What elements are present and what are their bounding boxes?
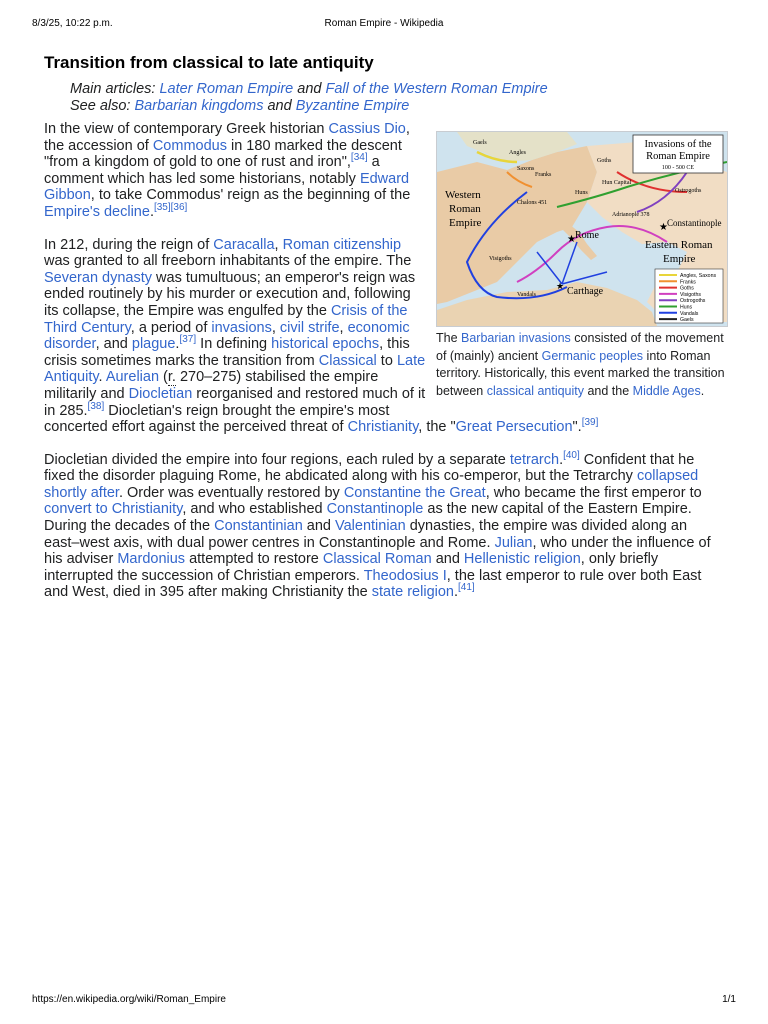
- section-heading: Transition from classical to late antiquity: [44, 53, 374, 72]
- link-cassius-dio[interactable]: Cassius Dio: [328, 121, 406, 137]
- caption-text: .: [700, 383, 705, 398]
- legend-label: Gaels: [680, 317, 694, 324]
- text: , to take Commodus' reign as the beginning of the: [90, 187, 411, 204]
- text: ".: [572, 419, 582, 436]
- ref-38[interactable]: [38]: [87, 400, 105, 412]
- map-label-adrianople: Adrianople 378: [612, 212, 650, 218]
- ref-40[interactable]: [40]: [563, 449, 580, 461]
- text: In the view of contemporary Greek historian: [44, 121, 329, 137]
- link-julian[interactable]: Julian: [494, 534, 533, 551]
- text: , who became the first emperor to: [485, 484, 702, 501]
- link-hellenistic-religion[interactable]: Hellenistic religion: [463, 551, 581, 568]
- text: and: [302, 518, 336, 535]
- link-barbarian-kingdoms[interactable]: Barbarian kingdoms: [134, 98, 264, 114]
- map-label-chalons: Chalons 451: [517, 200, 548, 206]
- text: and: [431, 551, 464, 568]
- text: ,: [339, 319, 348, 336]
- reign-abbr: r.: [167, 369, 176, 386]
- legend-label: Vandals: [680, 310, 699, 317]
- link-theodosius-i[interactable]: Theodosius I: [363, 567, 447, 584]
- text: , the ": [418, 419, 456, 436]
- caption-text: The: [436, 331, 462, 345]
- article-content: [44, 121, 723, 617]
- map-label-saxons: Saxons: [517, 166, 535, 172]
- link-edward-gibbon[interactable]: Edward Gibbon: [44, 170, 410, 204]
- text: as the new capital of the Eastern Empire. During the decades of the: [44, 501, 692, 535]
- hatnote-main: [70, 81, 548, 98]
- link-plague[interactable]: plague: [131, 336, 176, 353]
- print-page-title: Roman Empire - Wikipedia: [324, 18, 444, 29]
- text: (: [159, 369, 168, 386]
- link-constantinian[interactable]: Constantinian: [214, 518, 303, 535]
- link-middle-ages[interactable]: Middle Ages: [632, 383, 701, 398]
- map-label-rome: Rome: [575, 230, 599, 241]
- link-constantinople[interactable]: Constantinople: [326, 501, 424, 518]
- ref-35-36[interactable]: [35][36]: [153, 202, 188, 214]
- text: 270–275) stabilised the empire militarily and: [44, 369, 379, 402]
- link-mardonius[interactable]: Mardonius: [117, 551, 186, 568]
- text: ,: [274, 236, 283, 253]
- link-historical-epochs[interactable]: historical epochs: [271, 336, 380, 353]
- text: Diocletian divided the empire into four regions, each ruled by a separate: [44, 451, 510, 468]
- text: dynasties, the empire was divided along an east–west axis, with dual power centres in Constantinople and Rome.: [44, 518, 688, 551]
- text: , only briefly interrupted the succession of Christian emperors.: [44, 551, 659, 584]
- legend-label: Ostrogoths: [680, 298, 706, 305]
- invasions-map-svg: [437, 132, 727, 326]
- text: .: [98, 369, 106, 386]
- text: .: [453, 584, 459, 601]
- text: to: [376, 352, 397, 369]
- link-classical-antiquity[interactable]: classical antiquity: [486, 383, 584, 398]
- link-diocletian[interactable]: Diocletian: [128, 385, 193, 402]
- link-valentinian[interactable]: Valentinian: [335, 518, 406, 535]
- map-label-constantinople: Constantinople: [667, 218, 722, 228]
- link-commodus[interactable]: Commodus: [152, 137, 227, 154]
- link-barbarian-invasions[interactable]: Barbarian invasions: [461, 331, 571, 345]
- link-roman-citizenship[interactable]: Roman citizenship: [282, 236, 402, 253]
- text: , a period of: [130, 319, 212, 336]
- ref-34[interactable]: [34]: [350, 152, 368, 164]
- print-header: [32, 18, 736, 29]
- link-great-persecution[interactable]: Great Persecution: [455, 419, 573, 436]
- link-germanic-peoples[interactable]: Germanic peoples: [541, 348, 644, 363]
- caption-text: consisted of the movement of (mainly) ancient: [436, 331, 724, 363]
- text: attempted to restore: [185, 551, 323, 568]
- link-classical[interactable]: Classical: [318, 352, 377, 369]
- map-title-line2: Roman Empire: [646, 151, 710, 162]
- legend-label: Franks: [680, 279, 696, 286]
- link-invasions[interactable]: invasions: [211, 319, 272, 336]
- text: was tumultuous; an emperor's reign was ended routinely by his murder or execution and, following its collapse, the Empire was engulfed by the: [44, 269, 416, 319]
- text: , who under the influence of his adviser: [44, 534, 711, 568]
- text: Diocletian's reign brought the empire's most concerted effort against the perceived threat of: [44, 402, 390, 436]
- map-label-goths: Goths: [597, 158, 612, 164]
- link-state-religion[interactable]: state religion: [371, 584, 454, 601]
- link-christianity[interactable]: Christianity: [347, 419, 419, 436]
- map-label-eastern: Eastern Roman: [645, 239, 713, 251]
- map-figure: [436, 131, 728, 400]
- map-star-constantinople: ★: [659, 222, 668, 233]
- map-label-vandals: Vandals: [517, 292, 536, 298]
- link-caracalla[interactable]: Caracalla: [213, 236, 275, 253]
- map-label-franks: Franks: [535, 172, 552, 178]
- link-constantine-the-great[interactable]: Constantine the Great: [343, 484, 486, 501]
- text: .: [175, 336, 180, 353]
- map-label-huns: Huns: [575, 190, 588, 196]
- map-label-empire-w: Empire: [449, 217, 482, 229]
- text: , the accession of: [44, 121, 410, 154]
- text: .: [149, 203, 154, 220]
- map-label-western: Western: [445, 189, 481, 201]
- legend-label: Goths: [680, 285, 694, 292]
- text: Confident that he fixed the disorder plaguing Rome, he abdicated along with his co-emperor, but the Tetrarchy: [44, 451, 695, 485]
- print-datetime: 8/3/25, 10:22 p.m.: [32, 18, 113, 29]
- link-byzantine-empire[interactable]: Byzantine Empire: [295, 98, 410, 114]
- map-label-ostrogoths: Ostrogoths: [675, 188, 702, 194]
- map-label-gaels: Gaels: [473, 140, 487, 146]
- hatnote-and: and: [263, 98, 296, 114]
- legend-label: Angles, Saxons: [680, 273, 717, 279]
- link-fall-western-roman-empire[interactable]: Fall of the Western Roman Empire: [325, 81, 548, 97]
- text: , and: [95, 336, 132, 353]
- hatnote-see-prefix: See also:: [70, 98, 135, 114]
- paragraph-3: [44, 449, 723, 601]
- hatnote-and: and: [293, 81, 326, 97]
- invasions-map[interactable]: [436, 131, 728, 327]
- map-label-hun-capital: Hun Capital: [602, 180, 632, 186]
- text: ,: [271, 319, 280, 336]
- hatnote: [70, 81, 548, 115]
- link-empires-decline[interactable]: Empire's decline: [44, 203, 150, 220]
- text: , this crisis sometimes marks the transition from: [44, 336, 410, 369]
- map-label-roman-w: Roman: [449, 203, 481, 215]
- link-severan-dynasty[interactable]: Severan dynasty: [44, 269, 153, 286]
- map-star-rome: ★: [567, 234, 576, 245]
- print-footer: [32, 994, 736, 1005]
- legend-label: Visigoths: [680, 291, 701, 298]
- link-aurelian[interactable]: Aurelian: [105, 369, 160, 386]
- print-url: https://en.wikipedia.org/wiki/Roman_Empire: [32, 994, 226, 1005]
- text: In 212, during the reign of: [44, 236, 214, 253]
- link-classical-roman[interactable]: Classical Roman: [322, 551, 432, 568]
- legend-label: Huns: [680, 304, 693, 311]
- text: a comment which has led some historians, notably: [44, 154, 380, 187]
- link-tetrarch[interactable]: tetrarch: [509, 451, 560, 468]
- caption-text: and the: [584, 383, 633, 398]
- hatnote-main-prefix: Main articles:: [70, 81, 160, 97]
- link-economic-disorder[interactable]: economic disorder: [44, 319, 410, 353]
- map-label-empire-e: Empire: [663, 253, 696, 265]
- route-vandals-sea: [537, 242, 607, 284]
- print-page-number: 1/1: [722, 994, 736, 1005]
- ref-41[interactable]: [41]: [458, 582, 475, 594]
- text: .: [559, 451, 564, 468]
- map-star-carthage: ★: [556, 281, 565, 291]
- ref-37[interactable]: [37]: [179, 334, 197, 346]
- caption-text: into Roman territory. Historically, this event marked the transition between: [436, 348, 725, 398]
- map-label-visigoths: Visigoths: [489, 256, 512, 262]
- map-title-line3: 100 - 500 CE: [661, 165, 695, 171]
- link-later-roman-empire[interactable]: Later Roman Empire: [159, 81, 294, 97]
- map-caption: [436, 330, 728, 400]
- link-collapsed-shortly-after[interactable]: collapsed shortly after: [44, 468, 699, 501]
- map-label-carthage: Carthage: [567, 286, 604, 297]
- text: in 180 marked the descent "from a kingdom of gold to one of rust and iron",: [44, 137, 402, 171]
- link-convert-to-christianity[interactable]: convert to Christianity: [44, 501, 183, 518]
- text: . Order was eventually restored by: [118, 484, 344, 501]
- text: In defining: [196, 336, 272, 353]
- text: , the last emperor to rule over both East and West, died in 395 after making Christianity the: [44, 567, 702, 601]
- map-title-line1: Invasions of the: [644, 139, 712, 150]
- link-civil-strife[interactable]: civil strife: [279, 319, 340, 336]
- text: reorganised and restored much of it in 285.: [44, 385, 426, 419]
- ref-39[interactable]: [39]: [581, 417, 599, 429]
- link-crisis-third-century[interactable]: Crisis of the Third Century: [44, 302, 408, 336]
- map-label-angles: Angles: [509, 150, 526, 156]
- link-late-antiquity[interactable]: Late Antiquity: [44, 352, 426, 386]
- text: was granted to all freeborn inhabitants of the empire. The: [44, 253, 412, 270]
- hatnote-see-also: [70, 98, 548, 115]
- text: , and who established: [182, 501, 327, 518]
